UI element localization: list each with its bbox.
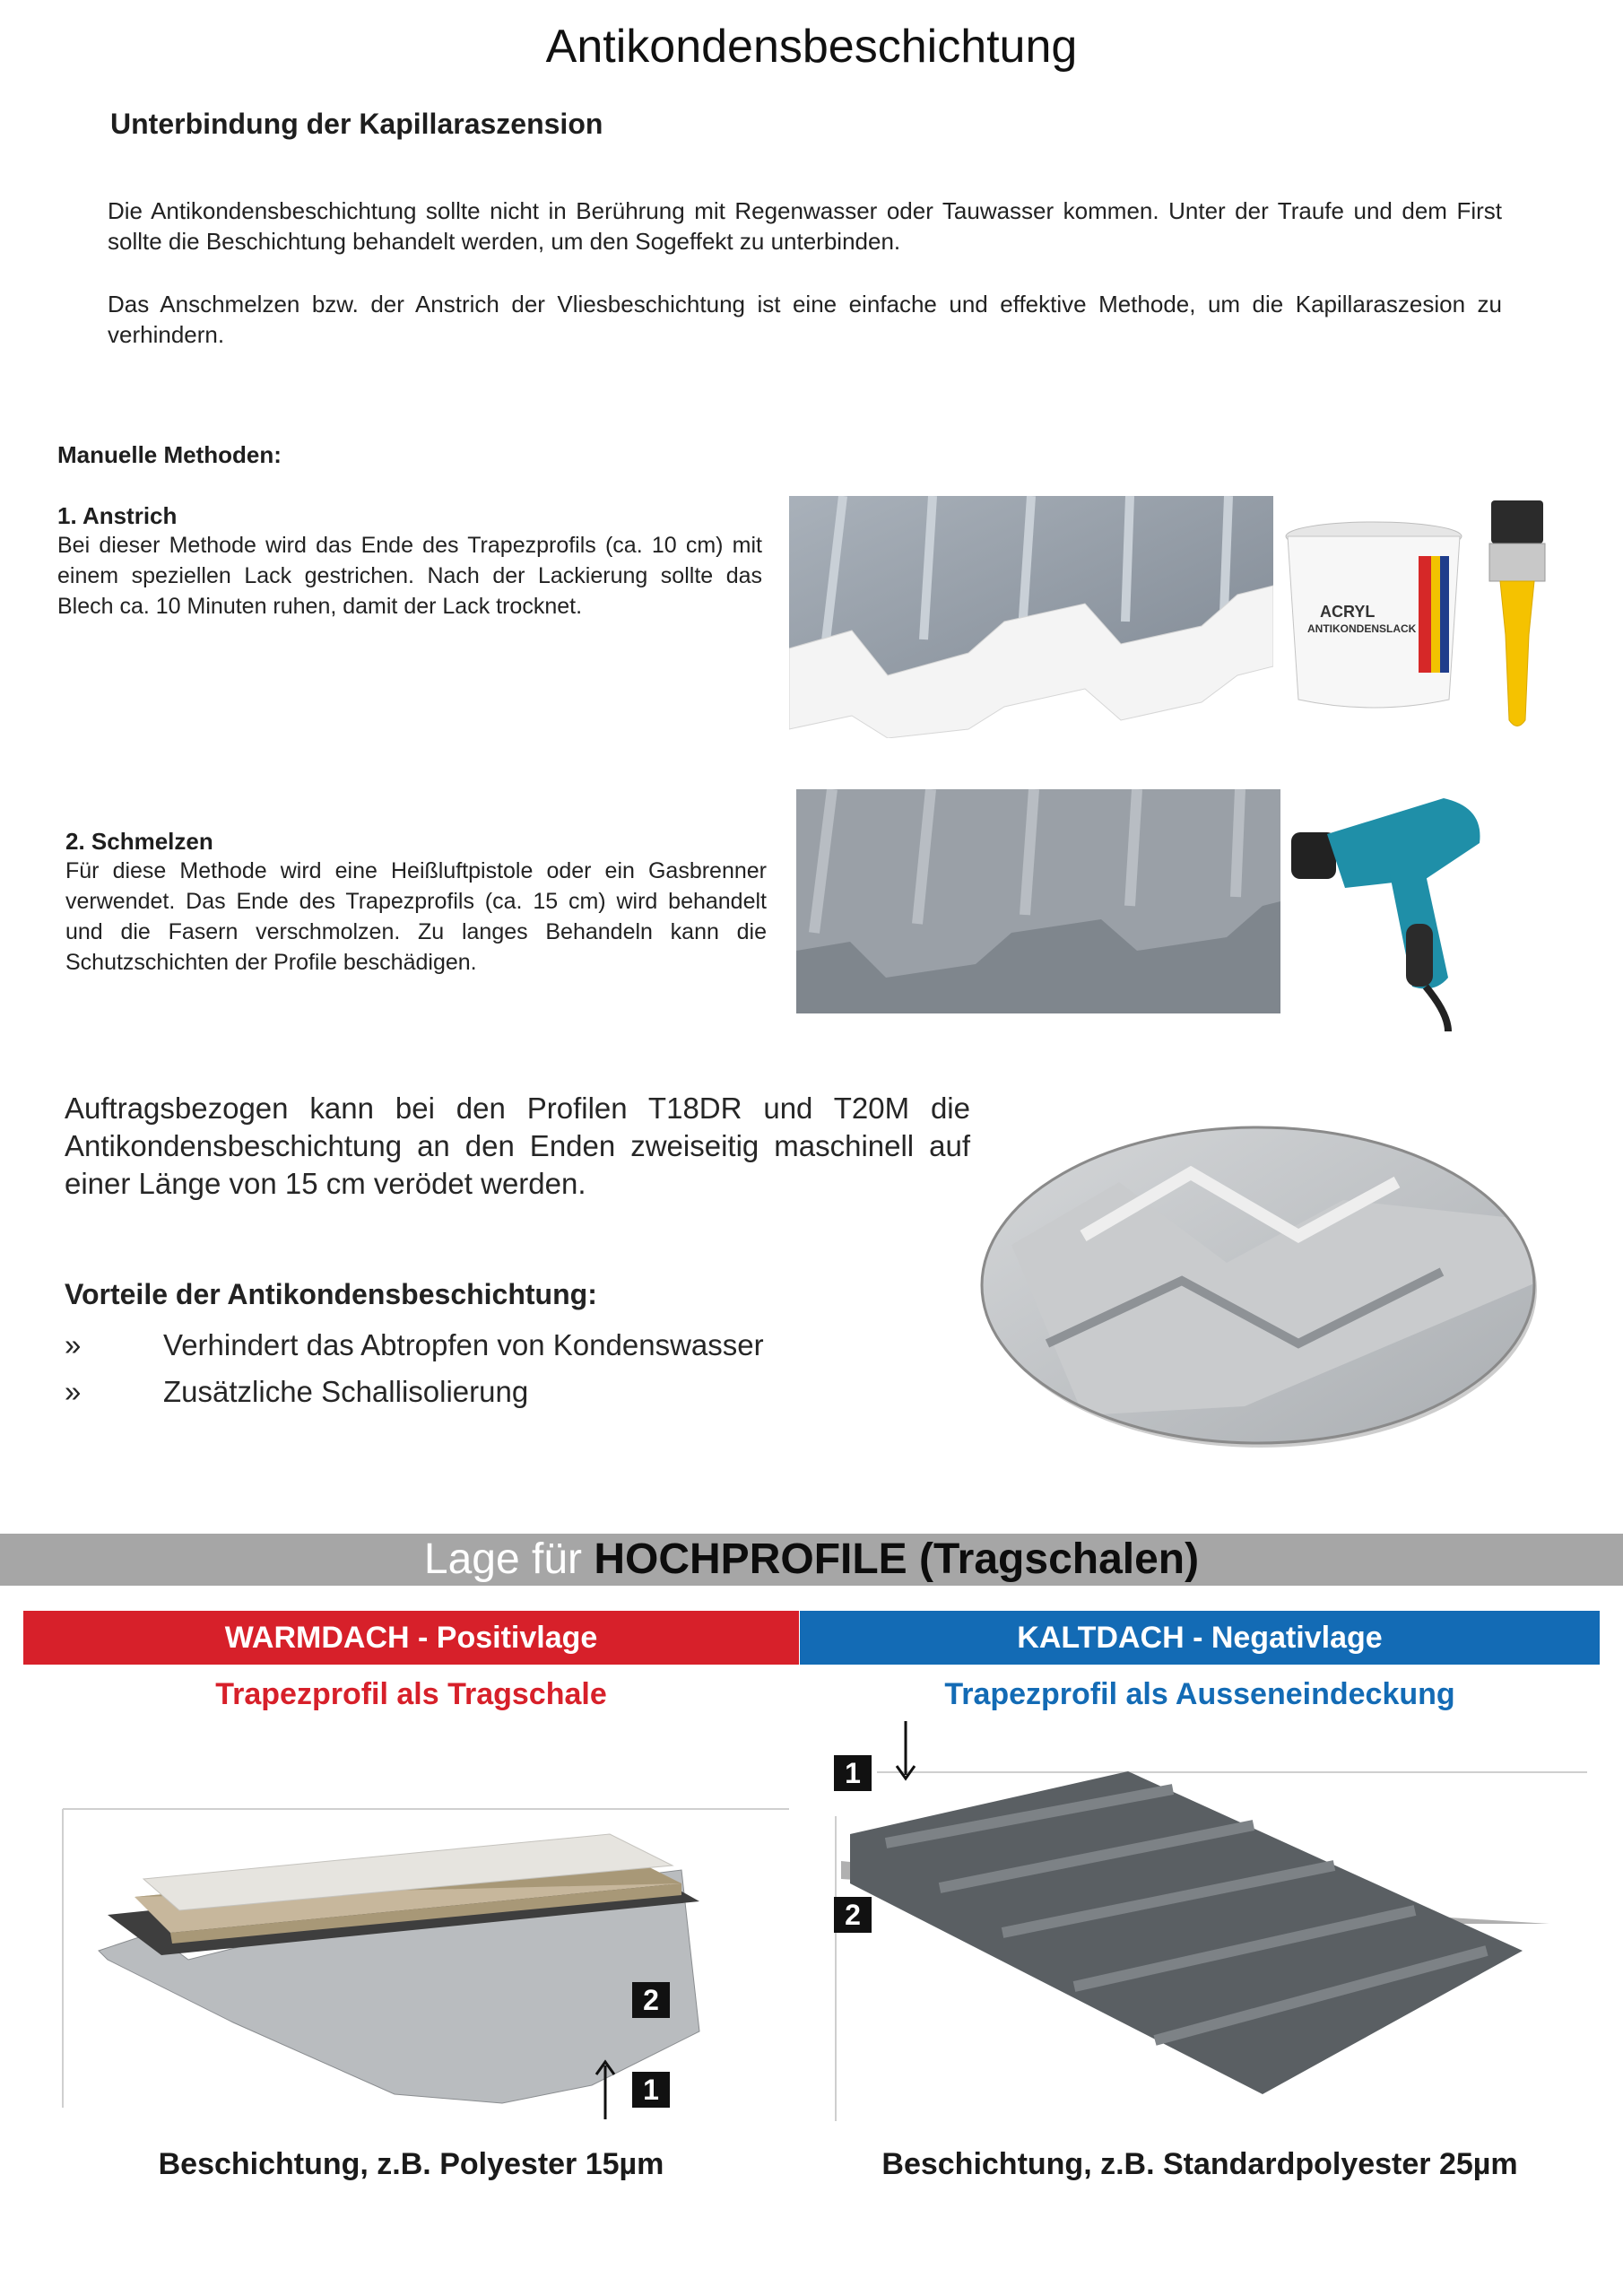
list-item-text: Verhindert das Abtropfen von Kondenswasser (163, 1328, 764, 1361)
kaltdach-caption: Beschichtung, z.B. Standardpolyester 25µm (881, 2147, 1518, 2181)
list-item (65, 1322, 764, 1369)
method-2-title: 2. Schmelzen (65, 828, 213, 855)
method-1 (57, 502, 762, 622)
profile-image-schmelzen (796, 789, 1280, 1013)
lage-title-light: Lage für (423, 1535, 595, 1583)
method-2 (65, 828, 767, 978)
warmdach-caption: Beschichtung, z.B. Polyester 15µm (158, 2147, 664, 2181)
machine-paragraph: Auftragsbezogen kann bei den Profilen T18DR und T20M die Antikondensbeschichtung an den Enden zweiseitig maschinell auf einer Länge von 15 cm verödet werden. (65, 1091, 970, 1200)
bullet-icon: » (65, 1328, 82, 1361)
method-2-text: Für diese Methode wird eine Heißluftpistole oder ein Gasbrenner verwendet. Das Ende des Trapezprofils (ca. 15 cm) wird behandelt und die Fasern verschmolzen. Zu langes Behandeln kann die Schutzschichten der Profile beschädigen. (65, 858, 767, 975)
intro-paragraph-1: Die Antikondensbeschichtung sollte nicht in Berührung mit Regenwasser oder Tauwasser kommen. Unter der Traufe und dem First sollte die Beschichtung behandelt werden, um den Sogeffekt zu unterbinden. (108, 197, 1502, 255)
paint-brush-image (1484, 500, 1551, 732)
warmdach-diagram (54, 1798, 798, 2130)
bullet-icon: » (65, 1375, 82, 1408)
page-subtitle: Unterbindung der Kapillaraszension (110, 108, 603, 140)
list-item (65, 1369, 764, 1415)
arrow-up-icon (592, 2058, 619, 2121)
lage-title-bold: HOCHPROFILE (Tragschalen) (594, 1535, 1200, 1583)
arrow-down-icon (892, 1719, 919, 1782)
method-1-text: Bei dieser Methode wird das Ende des Trapezprofils (ca. 10 cm) mit einem speziellen Lack gestrichen. Nach der Lackierung sollte das Blech ca. 10 Minuten ruhen, damit der Lack trocknet. (57, 533, 762, 619)
warmdach-header: WARMDACH - Positivlage (23, 1611, 799, 1665)
kaltdach-diagram (832, 1718, 1603, 2130)
profile-closeup-image (976, 1119, 1541, 1451)
intro-paragraph-2: Das Anschmelzen bzw. der Anstrich der Vliesbeschichtung ist eine einfache und effektive Methode, um die Kapillaraszesion zu verhindern. (108, 291, 1502, 348)
kaltdach-header: KALTDACH - Negativlage (800, 1611, 1600, 1665)
warmdach-label-1: 1 (632, 2072, 670, 2108)
bucket-sublabel: ANTIKONDENSLACK (1307, 622, 1417, 635)
vorteile-list (65, 1322, 764, 1415)
profile-image-anstrich (789, 496, 1273, 738)
kaltdach-label-2: 2 (834, 1897, 872, 1933)
methods-heading: Manuelle Methoden: (57, 441, 282, 468)
warmdach-subheader: Trapezprofil als Tragschale (215, 1677, 607, 1711)
kaltdach-label-1: 1 (834, 1755, 872, 1791)
list-item-text: Zusätzliche Schallisolierung (163, 1375, 529, 1408)
page-title: Antikondensbeschichtung (545, 21, 1078, 73)
lage-title (0, 1535, 1623, 1584)
method-1-title: 1. Anstrich (57, 502, 178, 529)
kaltdach-subheader: Trapezprofil als Ausseneindeckung (944, 1677, 1455, 1711)
warmdach-label-2: 2 (632, 1982, 670, 2018)
vorteile-title: Vorteile der Antikondensbeschichtung: (65, 1278, 597, 1310)
lage-section-bar (0, 1534, 1623, 1586)
heat-gun-image (1291, 789, 1497, 1031)
paint-bucket-image (1284, 520, 1463, 713)
bucket-label: ACRYL (1320, 603, 1376, 621)
